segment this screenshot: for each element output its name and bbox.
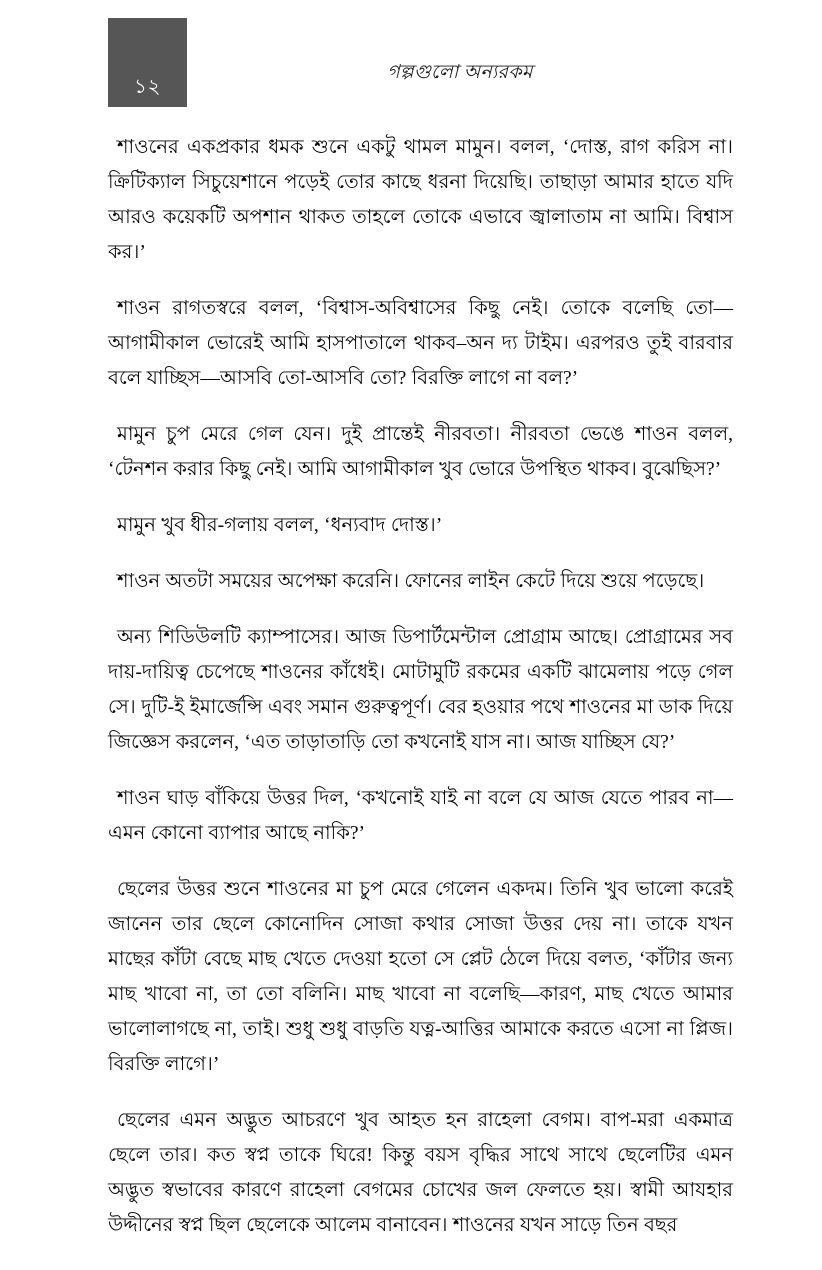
body-paragraph: মামুন খুব ধীর-গলায় বলল, ‘ধন্যবাদ দোস্ত।’ — [117, 515, 443, 536]
body-paragraph: শাওন ঘাড় বাঁকিয়ে উত্তর দিল, ‘কখনোই যাই না বলে যে আজ যেতে পারব না—এমন কোনো ব্যাপার আছে নাকি?’ — [108, 788, 733, 844]
body-paragraph: মামুন চুপ মেরে গেল যেন। দুই প্রান্তেই নীরবতা। নীরবতা ভেঙে শাওন বলল, ‘টেনশন করার কিছু নেই। আমি আগামীকাল খুব ভোরে উপস্থিত থাকব। বুঝেছিস?’ — [108, 424, 733, 480]
body-paragraph: শাওন অতটা সময়ের অপেক্ষা করেনি। ফোনের লাইন কেটে দিয়ে শুয়ে পড়েছে। — [117, 571, 705, 592]
running-header-title: গল্পগুলো অন্যরকম — [387, 62, 533, 83]
body-paragraph: ছেলের উত্তর শুনে শাওনের মা চুপ মেরে গেলেন একদম। তিনি খুব ভালো করেই জানেন তার ছেলে কোনোদিন সোজা কথার সোজা উত্তর দেয় না। তাকে যখন মাছের কাঁটা বেছে মাছ খেতে দেওয়া হতো সে প্লেট ঠেলে দিয়ে বলত, ‘কাঁটার জন্য মাছ খাবো না, তা তো বলিনি। মাছ খাবো না বলেছি—কারণ, মাছ খেতে আমার ভালোলাগছে না, তাই। শুধু শুধু বাড়তি যত্ন-আত্তির আমাকে করতে এসো না প্লিজ। বিরক্তি লাগে।’ — [108, 879, 733, 1075]
body-paragraph: শাওন রাগতস্বরে বলল, ‘বিশ্বাস-অবিশ্বাসের কিছু নেই। তোকে বলেছি তো—আগামীকাল ভোরেই আমি হাসপাতালে থাকব–অন দ্য টাইম। এরপরও তুই বারবার বলে যাচ্ছিস—আসবি তো-আসবি তো? বিরক্তি লাগে না বল?’ — [108, 298, 733, 389]
page-number: ১২ — [134, 76, 161, 98]
page-header — [0, 0, 822, 112]
body-paragraph: ছেলের এমন অদ্ভুত আচরণে খুব আহত হন রাহেলা বেগম। বাপ-মরা একমাত্র ছেলে তার। কত স্বপ্ন তাকে ঘিরে! কিন্তু বয়স বৃদ্ধির সাথে সাথে ছেলেটির এমন অদ্ভুত স্বভাবের কারণে রাহেলা বেগমের চোখের জল ফেলতে হয়। স্বামী আযহার উদ্দীনের স্বপ্ন ছিল ছেলেকে আলেম বানাবেন। শাওনের যখন সাড়ে তিন বছর — [108, 1110, 733, 1236]
body-paragraph: শাওনের একপ্রকার ধমক শুনে একটু থামল মামুন। বলল, ‘দোস্ত, রাগ করিস না। ক্রিটিক্যাল সিচুয়েশানে পড়েই তোর কাছে ধরনা দিয়েছি। তাছাড়া আমার হাতে যদি আরও কয়েকটি অপশান থাকত তাহলে তোকে এভাবে জ্বালাতাম না আমি। বিশ্বাস কর।’ — [108, 137, 733, 263]
body-text-column — [108, 130, 733, 1243]
folio-box — [108, 18, 187, 107]
body-paragraph: অন্য শিডিউলটি ক্যাম্পাসের। আজ ডিপার্টমেন্টাল প্রোগ্রাম আছে। প্রোগ্রামের সব দায়-দায়িত্ব চেপেছে শাওনের কাঁধেই। মোটামুটি রকমের একটি ঝামেলায় পড়ে গেল সে। দুটি-ই ইমার্জেন্সি এবং সমান গুরুত্বপূর্ণ। বের হওয়ার পথে শাওনের মা ডাক দিয়ে জিজ্ঞেস করলেন, ‘এত তাড়াতাড়ি তো কখনোই যাস না। আজ যাচ্ছিস যে?’ — [108, 627, 733, 753]
